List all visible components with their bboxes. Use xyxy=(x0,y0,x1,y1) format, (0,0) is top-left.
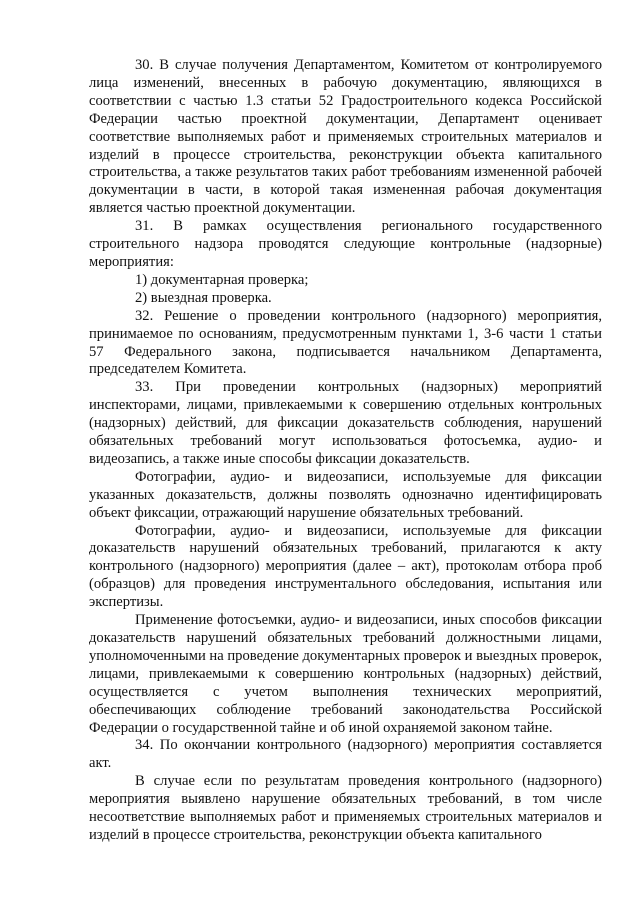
list-item-documentary-check: 1) документарная проверка; xyxy=(135,271,309,288)
document-page xyxy=(89,57,602,845)
paragraph-30: 30. В случае получения Департаментом, Комитетом от контролируемого лица изменений, внесенных в рабочую документацию, являющихся в соответствии с частью 1.3 статьи 52 Градостроительного кодекса Российской Федерации частью проектной документации, Департамент оценивает соответствие выполняемых работ и применяемых строительных материалов и изделий в процессе строительства, реконструкции объекта капитального строительства, а также результатов таких работ требованиям измененной рабочей документации в части, в которой такая измененная рабочая документация является частью проектной документации. xyxy=(89,57,602,217)
paragraph-33: 33. При проведении контрольных (надзорных) мероприятий инспекторами, лицами, привлекаемыми к совершению отдельных контрольных (надзорных) действий, для фиксации доказательств соблюдения, нарушений обязательных требований могут использоваться фотосъемка, аудио- и видеозапись, а также иные способы фиксации доказательств. xyxy=(89,379,602,467)
list-item-field-check: 2) выездная проверка. xyxy=(135,289,272,306)
paragraph-photo-application: Применение фотосъемки, аудио- и видеозаписи, иных способов фиксации доказательств нарушений обязательных требований должностными лицами, уполномоченными на проведение документарных проверок и выездных проверок, лицами, привлекаемыми к совершению контрольных (надзорных) действий, осуществляется с учетом выполнения технических мероприятий, обеспечивающих соблюдение требований законодательства Российской Федерации о государственной тайне и об иной охраняемой законом тайне. xyxy=(89,612,602,736)
paragraph-34: 34. По окончании контрольного (надзорного) мероприятия составляется акт. xyxy=(89,737,602,772)
paragraph-photo-identification: Фотографии, аудио- и видеозаписи, используемые для фиксации указанных доказательств, должны позволять однозначно идентифицировать объект фиксации, отражающий нарушение обязательных требований. xyxy=(89,468,602,521)
paragraph-31: 31. В рамках осуществления регионального государственного строительного надзора проводятся следующие контрольные (надзорные) мероприятия: xyxy=(89,218,602,270)
paragraph-violation-case: В случае если по результатам проведения контрольного (надзорного) мероприятия выявлено нарушение обязательных требований, в том числе несоответствие выполняемых работ и применяемых строительных материалов и изделий в процессе строительства, реконструкции объекта капитального xyxy=(89,773,602,843)
paragraph-32: 32. Решение о проведении контрольного (надзорного) мероприятия, принимаемое по основаниям, предусмотренным пунктами 1, 3-6 части 1 статьи 57 Федерального закона, подписывается начальником Департамента, председателем Комитета. xyxy=(89,307,602,378)
paragraph-photo-attachment: Фотографии, аудио- и видеозаписи, используемые для фиксации доказательств нарушений обязательных требований, прилагаются к акту контрольного (надзорного) мероприятия (далее – акт), протоколам отбора проб (образцов) для проведения инструментального обследования, испытания или экспертизы. xyxy=(89,522,602,611)
